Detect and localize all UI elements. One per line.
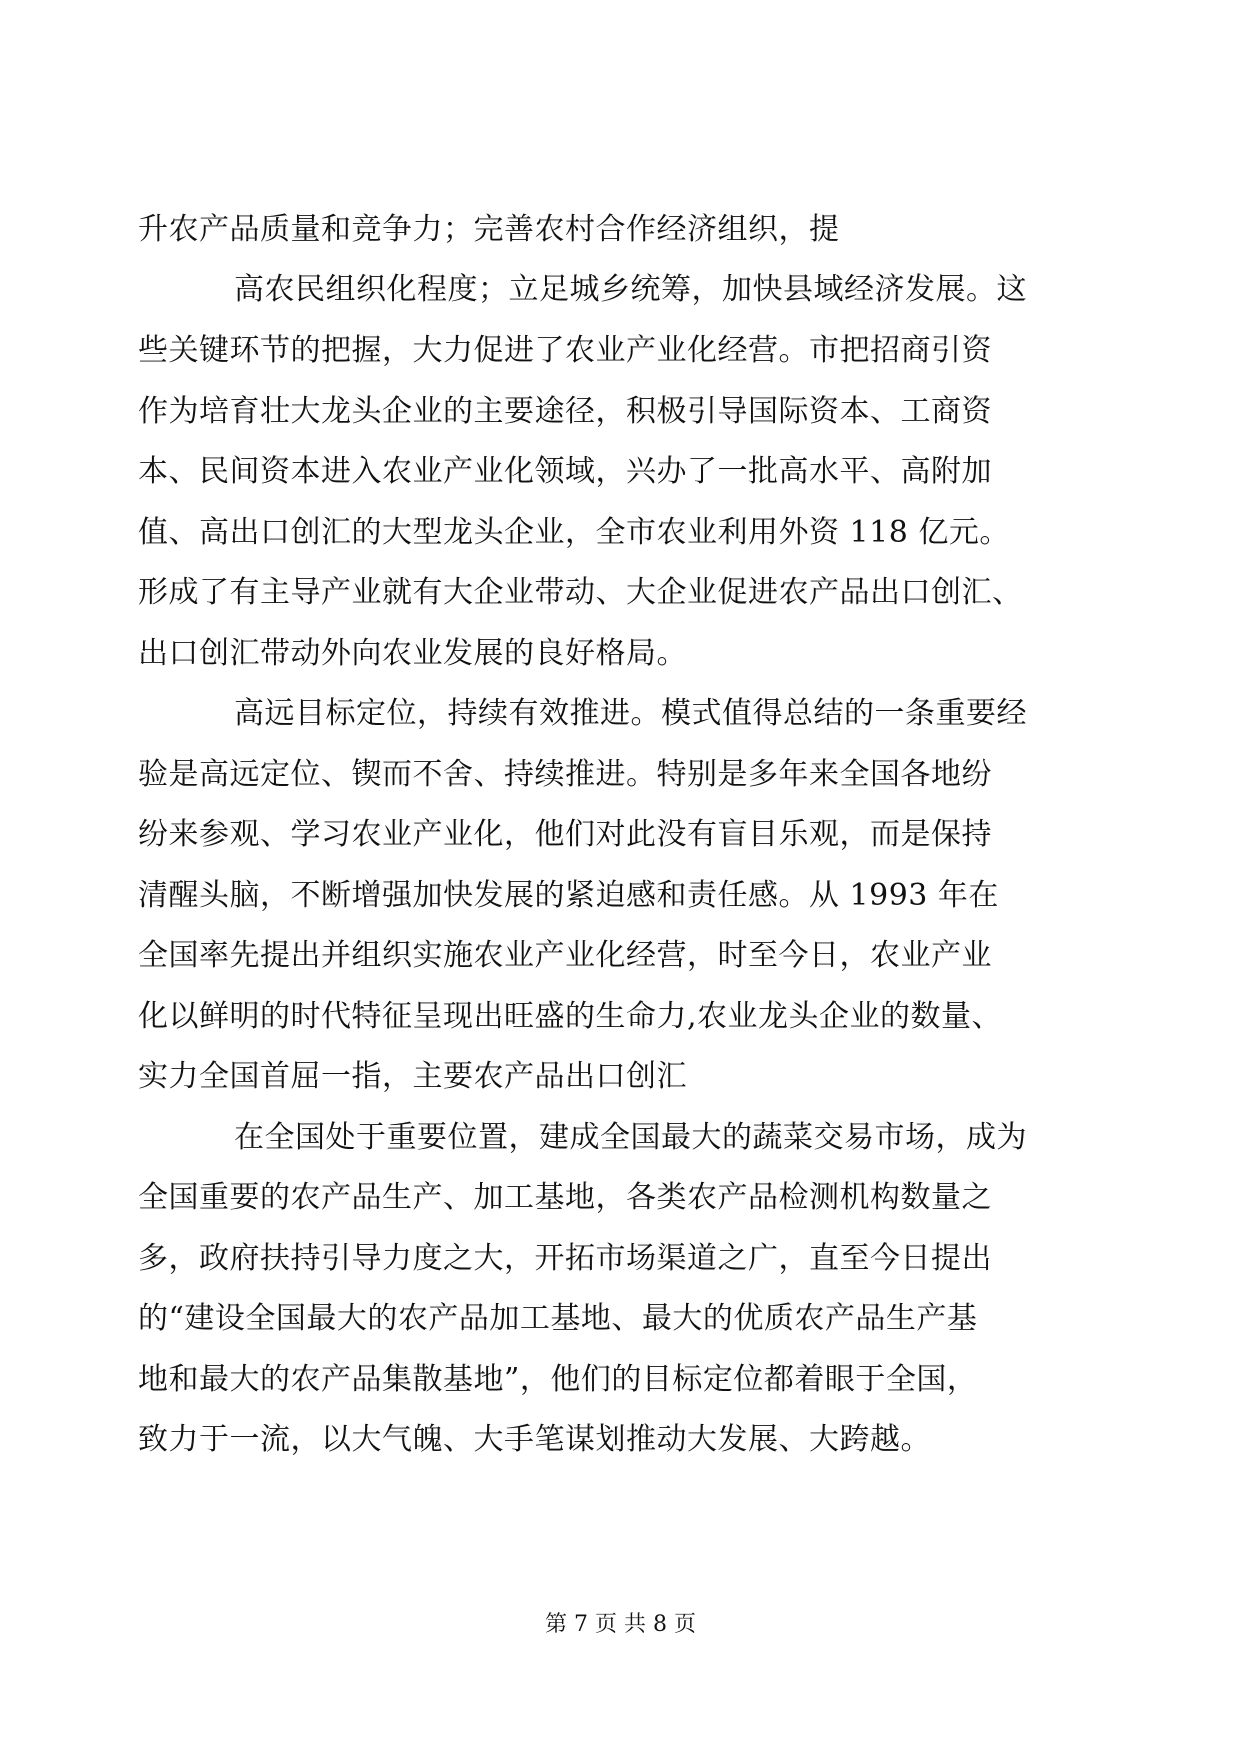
page-number: 第 7 页 共 8 页 bbox=[545, 1612, 696, 1637]
text-line: 在全国处于重要位置，建成全国最大的蔬菜交易市场，成为 bbox=[234, 1120, 1027, 1155]
text-line: 些关键环节的把握，大力促进了农业产业化经营。市把招商引资 bbox=[138, 333, 992, 368]
text-line: 验是高远定位、锲而不舍、持续推进。特别是多年来全国各地纷 bbox=[138, 757, 992, 792]
text-line: 地和最大的农产品集散基地”，他们的目标定位都着眼于全国， bbox=[138, 1362, 978, 1397]
text-line: 致力于一流，以大气魄、大手笔谋划推动大发展、大跨越。 bbox=[138, 1422, 931, 1457]
text-line: 清醒头脑，不断增强加快发展的紧迫感和责任感。从 1993 年在 bbox=[138, 878, 999, 913]
text-line: 高农民组织化程度；立足城乡统筹，加快县域经济发展。这 bbox=[234, 272, 1027, 307]
text-line: 化以鲜明的时代特征呈现出旺盛的生命力,农业龙头企业的数量、 bbox=[138, 999, 1003, 1034]
text-line: 全国率先提出并组织实施农业产业化经营，时至今日，农业产业 bbox=[138, 938, 992, 973]
text-line: 作为培育壮大龙头企业的主要途径，积极引导国际资本、工商资 bbox=[138, 394, 992, 429]
text-line: 全国重要的农产品生产、加工基地，各类农产品检测机构数量之 bbox=[138, 1180, 992, 1215]
text-line: 高远目标定位，持续有效推进。模式值得总结的一条重要经 bbox=[234, 696, 1027, 731]
text-line: 升农产品质量和竞争力；完善农村合作经济组织，提 bbox=[138, 212, 840, 247]
text-line: 实力全国首屈一指，主要农产品出口创汇 bbox=[138, 1059, 687, 1094]
text-line: 本、民间资本进入农业产业化领域，兴办了一批高水平、高附加 bbox=[138, 454, 992, 489]
text-line: 多，政府扶持引导力度之大，开拓市场渠道之广，直至今日提出 bbox=[138, 1241, 992, 1276]
text-line: 纷来参观、学习农业产业化，他们对此没有盲目乐观，而是保持 bbox=[138, 817, 992, 852]
text-line: 的“建设全国最大的农产品加工基地、最大的优质农产品生产基 bbox=[138, 1301, 978, 1336]
text-line: 出口创汇带动外向农业发展的良好格局。 bbox=[138, 636, 687, 671]
text-line: 值、高出口创汇的大型龙头企业，全市农业利用外资 118 亿元。 bbox=[138, 515, 1010, 550]
text-line: 形成了有主导产业就有大企业带动、大企业促进农产品出口创汇、 bbox=[138, 575, 1023, 610]
